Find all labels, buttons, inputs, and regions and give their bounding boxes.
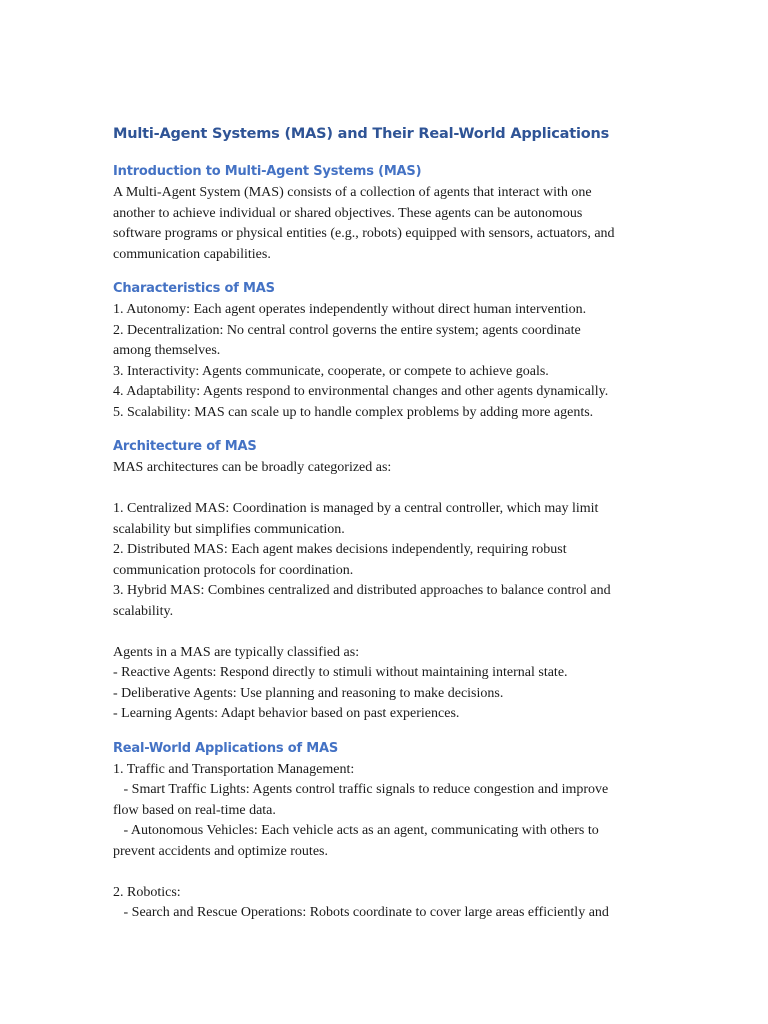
list-item: - Autonomous Vehicles: Each vehicle acts as an agent, communicating with others to (113, 823, 599, 838)
list-item: 3. Hybrid MAS: Combines centralized and distributed approaches to balance control and (113, 583, 611, 598)
list-item: 3. Interactivity: Agents communicate, cooperate, or compete to achieve goals. (113, 363, 549, 379)
list-item: 1. Traffic and Transportation Management: (113, 761, 355, 777)
list-item: 1. Autonomy: Each agent operates independently without direct human intervention. (113, 302, 587, 317)
list-item: - Smart Traffic Lights: Agents control traffic signals to reduce congestion and improve (113, 782, 609, 797)
document-body (113, 124, 658, 924)
list-item: flow based on real-time data. (113, 802, 276, 818)
list-item: 2. Robotics: (113, 884, 181, 900)
section-heading-applications: Real-World Applications of MAS (113, 740, 339, 756)
text-line: software programs or physical entities (e.g., robots) equipped with sensors, actuators, and (113, 226, 615, 241)
list-item: - Deliberative Agents: Use planning and reasoning to make decisions. (113, 685, 504, 701)
list-item: scalability. (113, 603, 174, 619)
list-item: 2. Distributed MAS: Each agent makes decisions independently, requiring robust (113, 542, 567, 557)
section-heading-characteristics: Characteristics of MAS (113, 281, 275, 296)
list-item: scalability but simplifies communication. (113, 521, 345, 537)
list-item: prevent accidents and optimize routes. (113, 843, 328, 859)
section-heading-introduction: Introduction to Multi-Agent Systems (MAS) (113, 164, 422, 179)
list-item: 5. Scalability: MAS can scale up to handle complex problems by adding more agents. (113, 404, 594, 420)
text-line: A Multi-Agent System (MAS) consists of a collection of agents that interact with one (113, 185, 592, 200)
document-title: Multi-Agent Systems (MAS) and Their Real-World Applications (113, 126, 610, 142)
list-item: among themselves. (113, 343, 221, 358)
list-item: - Learning Agents: Adapt behavior based on past experiences. (113, 706, 460, 721)
architecture-paragraph (113, 458, 658, 725)
list-item: 4. Adaptability: Agents respond to environmental changes and other agents dynamically. (113, 384, 609, 399)
intro-paragraph (113, 183, 658, 265)
section-heading-architecture: Architecture of MAS (113, 439, 257, 454)
list-item: 1. Centralized MAS: Coordination is managed by a central controller, which may limit (113, 501, 599, 516)
text-line: another to achieve individual or shared objectives. These agents can be autonomous (113, 205, 583, 221)
text-line: Agents in a MAS are typically classified as: (113, 644, 360, 660)
list-item: - Search and Rescue Operations: Robots coordinate to cover large areas efficiently and (113, 905, 609, 920)
text-line: communication capabilities. (113, 246, 271, 262)
list-item: 2. Decentralization: No central control governs the entire system; agents coordinate (113, 322, 581, 338)
list-item: communication protocols for coordination. (113, 562, 354, 578)
text-line: MAS architectures can be broadly categorized as: (113, 460, 392, 475)
list-item: - Reactive Agents: Respond directly to stimuli without maintaining internal state. (113, 665, 568, 680)
characteristics-list (113, 300, 658, 423)
applications-paragraph (113, 760, 658, 924)
